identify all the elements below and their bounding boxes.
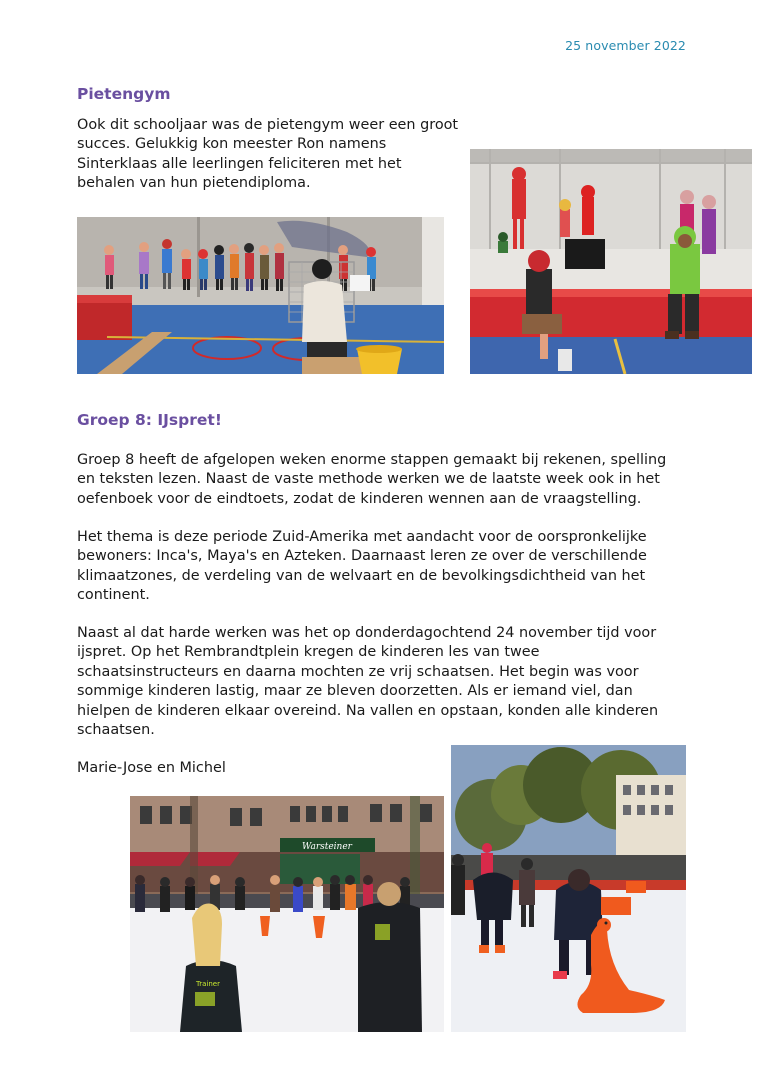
text-line: continent. (77, 587, 150, 604)
text-line: oefenboek voor de eindtoets, zodat de kinderen wennen aan de vraagstelling. (77, 490, 642, 507)
text-line: Ook dit schooljaar was de pietengym weer een groot (77, 117, 459, 133)
pietengym-intro (77, 116, 458, 194)
photo-gym-class (77, 217, 444, 374)
text-line: hielpen de kinderen elkaar overeind. Na vallen en opstaan, konden alle kinderen (77, 702, 659, 719)
ijspret-paragraph-1 (77, 451, 666, 509)
trainer-jacket-text: Trainer (196, 980, 220, 988)
text-line: Naast al dat harde werken was het op donderdagochtend 24 november tijd voor (77, 625, 657, 641)
text-line: behalen van hun pietendiploma. (77, 175, 311, 192)
text-line: klimaatzones, de verdeling van de welvaart en de bevolkingsdichtheid van het (77, 567, 646, 584)
text-line: bewoners: Inca's, Maya's en Azteken. Daarnaast leren ze over de verschillende (77, 548, 647, 565)
text-line: Sinterklaas alle leerlingen feliciteren met het (77, 155, 402, 172)
text-line: en teksten lezen. Naast de vaste methode werken we de laatste week ook in het (77, 471, 660, 488)
photo-skating-lesson (130, 796, 444, 1032)
photo-free-skating (451, 745, 686, 1032)
cafe-sign-text: Warsteiner (301, 842, 353, 852)
text-line: Groep 8 heeft de afgelopen weken enorme stappen gemaakt bij rekenen, spelling (77, 452, 667, 468)
photo-pieten-stage (470, 149, 752, 374)
section-title-pietengym: Pietengym (77, 85, 171, 103)
ijspret-paragraph-3 (77, 624, 658, 740)
text-line: succes. Gelukkig kon meester Ron namens (77, 136, 387, 153)
text-line: Het thema is deze periode Zuid-Amerika met aandacht voor de oorspronkelijke (77, 529, 647, 545)
signature: Marie-Jose en Michel (77, 760, 226, 776)
section-title-ijspret: Groep 8: IJspret! (77, 411, 222, 429)
ijspret-paragraph-2 (77, 528, 647, 606)
text-line: schaatsen. (77, 722, 155, 739)
text-line: ijspret. Op het Rembrandtplein kregen de kinderen les van twee (77, 644, 540, 661)
text-line: schaatsinstructeurs en daarna mochten ze vrij schaatsen. Het begin was voor (77, 663, 639, 680)
text-line: sommige kinderen lastig, maar ze bleven doorzetten. Als er iemand viel, dan (77, 683, 633, 700)
page-date: 25 november 2022 (565, 38, 686, 53)
